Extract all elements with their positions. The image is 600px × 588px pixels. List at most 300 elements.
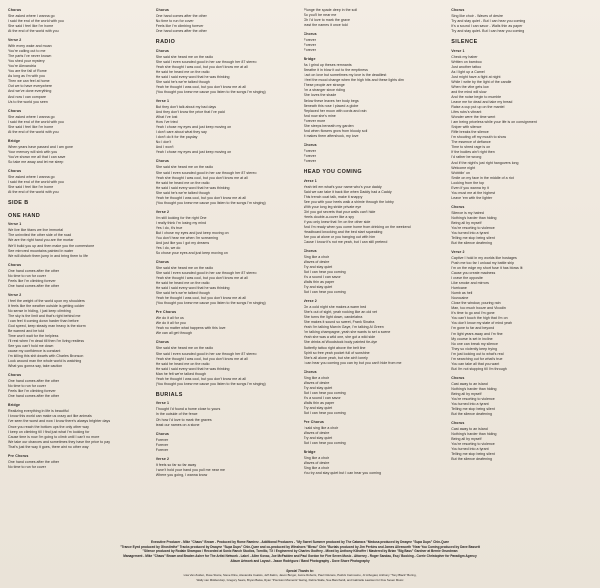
block-line: She said I even sounded good in her car through her 87 stereo [155, 59, 257, 64]
block-header: Chorus [451, 421, 465, 426]
block-line: Heels double-a-cover like a spy [303, 214, 355, 219]
lyrics-column-4 [451, 8, 592, 478]
block-line: We will disturb them jump in and bring them to life [8, 253, 89, 258]
block-line: He said he heard me on the radio [155, 69, 210, 74]
block-line: Yeah tell em what's your name who's your daddy [303, 184, 382, 189]
block-line: I'm just looking out to what's real [451, 351, 504, 356]
block-line: Feels like I'm climbing forever [155, 24, 204, 29]
block-line: But I chose my eyes and just keep moving on [155, 230, 229, 235]
block-line: Silence is my hatred [451, 210, 484, 215]
block-header: Pre Chorus [155, 310, 177, 315]
block-line: You don't hear me when I'm screaming [155, 235, 218, 240]
block-line: cause my confidence is constant [8, 349, 61, 354]
block-line: You can take all that you want [451, 361, 500, 366]
block-line: Sing like choir - Waves of desire [451, 14, 503, 19]
lyric-block [304, 32, 445, 53]
lyric-block [304, 420, 445, 446]
block-line: You shed your mystery [8, 59, 45, 64]
block-line: Yeah he thought I was cool, but you don't know me at all [155, 376, 247, 381]
lyric-block [304, 299, 445, 365]
block-header: Pre Chorus [8, 453, 29, 458]
block-line: It makes them aftershock, my love [303, 133, 359, 138]
lyric-block [8, 222, 149, 258]
block-line: Forever [303, 158, 316, 163]
block-line: Forever [303, 43, 316, 48]
lyric-block [304, 179, 445, 245]
block-line: It's time to go and I'm gone [451, 311, 495, 316]
block-header: Chorus [8, 373, 22, 378]
block-line: She drinks at Woodstock body painted tie-dye [303, 340, 378, 345]
block-line: With every wake and moan [8, 44, 52, 49]
block-line: But I can hear you coming [303, 390, 346, 395]
block-line: I said sing like a choir [303, 425, 339, 430]
block-line: This trench coat talk, make it snappy [303, 194, 363, 199]
block-line: Novocaine [451, 296, 469, 301]
block-line: Raise a cup put up on the mantel [451, 105, 505, 110]
block-line: She said she heard me on the radio [155, 266, 214, 271]
block-line: The sky is the limit and that's right behind me [8, 313, 81, 318]
block-line: Written on bamboo [451, 59, 482, 64]
lyric-block [8, 169, 149, 195]
block-line: It's a sound I can savor - Walls thin as paper [451, 24, 523, 29]
block-line: No time to run for cover [8, 273, 46, 278]
block-line: Cause time is now I'm going to climb until I can't no more [8, 434, 100, 439]
block-line: Yeah he thought I was cool, but you don't know me at all [155, 85, 247, 90]
block-line: (You thought you knew me cause you listen to the songs I'm singing) [155, 90, 266, 95]
credit-line: Executive Producer - Mike "Chaos" Brown - Produced by Rome Ramirez - Additional Producers - "My Sweet Summer produced by The Cataracs "Medusa produced by Dwayne "Supa Dups" Chin-Quee [151, 539, 449, 544]
block-line: I'm shouting off my mouth to show [451, 135, 507, 140]
block-line: Yeah she was a wild one, she got a wild side [303, 335, 376, 340]
block-line: It feels like the weather outside is getting colder [8, 303, 85, 308]
block-line: What you gonna say, take caution [8, 364, 63, 369]
block-line: You're resorting to violence [451, 442, 495, 447]
block-line: I don't do it for the payday [155, 135, 198, 140]
block-line: Cast away to an island [451, 427, 488, 432]
block-line: Being all by myself [451, 391, 482, 396]
block-line: The uninvited the other side of the road [8, 233, 72, 238]
block-line: Forever [303, 38, 316, 43]
block-line: I crave the opposite [451, 276, 483, 281]
block-header: Verse 1 [451, 48, 465, 53]
block-line: I'm on the edge my short fuse it has blows lit [451, 266, 523, 271]
block-line: So take me away and let me sleep [8, 159, 64, 164]
block-line: One hand comes after the other [8, 379, 60, 384]
block-line: She said I feel like I'm home [8, 24, 54, 29]
block-line: I've seen the worst and now I know there's always brighter days [8, 419, 111, 424]
block-line: Thought I'd found a home close to yours [155, 407, 221, 412]
block-line: Waves of desire [303, 461, 330, 466]
block-line: Yes I do, it's true [155, 225, 183, 230]
block-line: Leave me for dead and take my bread [451, 100, 513, 105]
block-line: She asked where I wanna go [8, 14, 55, 19]
block-line: Cast away to an island [451, 381, 488, 386]
lyric-block [8, 373, 149, 399]
block-line: least the names it once told [303, 23, 348, 28]
block-line: Yeah she thought I was cool, but you don't know me at all [155, 356, 248, 361]
block-line: You turned into a tyrant [451, 447, 489, 452]
block-line: I'm a stranger since riding [303, 88, 345, 93]
special-thanks-line: Lisa Van Zuiden, Rose Slonie, Steve Kline, Alexandra Coatsis, Jeff Zakim, Jason Burger, Jamie Roberts, Paul Odurans, Patrick Carmosino, JJ Arbogast, Anthony "Tony Black" Boring, [183, 573, 417, 578]
credits-section [0, 540, 600, 582]
block-line: Try and stay quiet [303, 436, 333, 441]
block-line: I'm still looking for the right One [155, 215, 207, 220]
special-thanks-title: Special Thanks to: [286, 568, 314, 573]
block-line: We can all get through [155, 331, 192, 336]
block-line: Butterfly tattoo right above the belt line [303, 345, 366, 350]
block-line: See mirrored mountains painted in water [8, 248, 74, 253]
block-line: When years have passed and I am gone [8, 144, 73, 149]
block-line: Leave 'em with the lighter [451, 195, 493, 200]
block-line: I said the end of the world with you [8, 179, 64, 184]
lyric-block [8, 263, 149, 289]
lyric-block [156, 99, 297, 155]
block-line: I don't care about what they say [155, 130, 207, 135]
block-line: She turns the light down, candelabra [303, 315, 363, 320]
block-line: I feel the mood change when the high hits and these lights dim [303, 78, 404, 83]
block-line: She sleeps beneath my garden [303, 123, 354, 128]
block-line: Time to shred rage is on [451, 145, 491, 150]
block-header: Chorus [155, 340, 170, 345]
block-line: Headboard knocking and the bed start squeaking [303, 229, 383, 234]
block-line: Cause I know it's not me yeah, but I can still pretend [303, 239, 388, 244]
block-line: And when flowers grow from bloody soil [303, 128, 368, 133]
block-line: Telling me stop being silent [451, 452, 495, 457]
block-line: You must me at the highest [451, 190, 496, 195]
block-line: Your memory will sink with you [8, 149, 58, 154]
block-line: As I light up a Camel [451, 69, 485, 74]
block-line: Try and stay quiet [303, 405, 333, 410]
block-line: It's a sound I can savor [303, 275, 341, 280]
block-line: He said he heard me on the radio [155, 281, 210, 286]
block-line: One hand comes after the other [8, 459, 60, 464]
block-header: Chorus [8, 262, 22, 267]
special-thanks [16, 569, 584, 582]
block-line: You're resorting to violence [451, 225, 495, 230]
block-header: Chorus [451, 375, 465, 380]
lyric-block [8, 403, 149, 449]
lyric-block [451, 49, 592, 201]
special-thanks-line: Wally van Middendorp, Gregory Sears, Bryan Baisa, Ryan "Precision Moments" Ewing, Debra Stalle, Sue Banchardt, and Gabrielle Lawsten for Five Seven Music [196, 577, 404, 582]
block-line: You are the fall of Rome [8, 69, 47, 74]
lyric-block [8, 109, 149, 135]
block-line: One hand comes after the other [155, 14, 207, 19]
block-line: See you with your heels walk a shimie through the lobby [303, 199, 394, 204]
block-line: She said I even sounded good in her car through her 87 stereo [155, 170, 257, 175]
lyric-block [8, 38, 149, 104]
block-line: We live like titans we live immortal [8, 228, 64, 233]
block-header: Chorus [155, 431, 170, 436]
block-line: He said I said every word that he was thinking [155, 286, 230, 291]
block-line: Waves of desire [303, 430, 330, 435]
block-line: I really think I'm losing my mind [155, 220, 207, 225]
block-line: Yeah I chose my eyes and just keep moving on [155, 150, 232, 155]
block-header: Chorus [303, 32, 317, 37]
block-line: Realizing everything in life is beautiful [8, 409, 69, 414]
block-header: Chorus [8, 8, 22, 12]
block-line: And if the night's just right hangovers long [451, 160, 519, 165]
block-line: I'm searching out for what's true [451, 356, 503, 361]
block-line: Nothing's harder than hiding [451, 432, 497, 437]
block-line: I said the end of the world with you [8, 119, 64, 124]
block-line: Sing like a choir [303, 254, 330, 259]
block-line: And just like you I got my dreams [155, 240, 210, 245]
block-line: (You thought you knew me cause you listen to the songs I'm singing) [155, 381, 266, 386]
block-header: Verse 1 [303, 178, 317, 183]
block-line: Welcome night [451, 165, 476, 170]
block-line: Check my haber [451, 54, 478, 59]
block-line: They so violently keep trying [451, 346, 498, 351]
lyric-block [8, 293, 149, 369]
block-line: In the outside of the fence [155, 412, 198, 417]
block-line: No I don't [155, 140, 172, 145]
block-line: But the silence deafening [451, 411, 492, 416]
block-line: You turned into a tyrant [451, 401, 489, 406]
block-line: Walls thin as paper [303, 400, 335, 405]
block-line: But I can hear you coming [303, 410, 346, 415]
block-line: With your long leg stride private eye [303, 204, 362, 209]
block-line: As long as I'm with you [8, 74, 45, 79]
block-line: He said he heard me on the radio [155, 361, 210, 366]
block-line: I'm gone to far and beyond [451, 326, 495, 331]
block-line: Be warned and be told [8, 328, 45, 333]
block-line: Once you reach the bottom ups the only other way [8, 424, 89, 429]
block-line: Hurricane [451, 286, 467, 291]
block-header: Chorus [155, 260, 170, 265]
block-line: Walls thin as paper [303, 280, 335, 285]
block-line: Lifes rubs's vibrant [451, 110, 482, 115]
block-line: See you can't hold me down [8, 344, 54, 349]
block-line: Yeah no matter what happens with this love [155, 326, 226, 331]
block-header: Chorus [303, 369, 317, 374]
block-line: Nothing's harder than hiding [451, 215, 497, 220]
block-line: Nothing's harder than hiding [451, 386, 497, 391]
block-line: And now she's mine [303, 113, 336, 118]
block-line: Even if you wanna try it [451, 185, 489, 190]
block-line: Just might have a fight at night [451, 74, 501, 79]
lyric-block [304, 249, 445, 295]
block-line: Cause you create madness [451, 271, 496, 276]
lyric-block [451, 421, 592, 462]
block-line: Forever [155, 447, 169, 452]
block-line: I said the end of the world with you [8, 19, 64, 24]
block-header: Chorus [303, 248, 317, 253]
block-header: Verse 2 [8, 292, 22, 297]
block-line: Just another tattoo [451, 64, 482, 69]
lyrics-column-1 [8, 8, 149, 478]
block-header: Bridge [8, 403, 21, 408]
block-line: At the end of the world with you [8, 29, 59, 34]
block-header: Chorus [451, 204, 465, 209]
block-line: Sniper with silence [451, 125, 482, 130]
block-line: You don't know my state of mind yeah [451, 321, 513, 326]
block-line: And I'm ready when you come home from drinking on the weekend [303, 224, 411, 229]
lyric-block [451, 8, 592, 34]
block-line: So you'll be near me [303, 13, 337, 18]
block-line: No sense in hiding, I just keep climbing [8, 308, 71, 313]
lyric-block [156, 401, 297, 427]
block-line: Wobblin' on [451, 170, 470, 175]
block-line: She said he's we're talked though [155, 190, 210, 195]
block-line: We do it all for us [155, 316, 184, 321]
block-line: You're calling out to me [8, 49, 46, 54]
block-line: She's out of sight, yeah rocking like an old vet [303, 310, 378, 315]
block-line: (You thought you knew me cause you listen to the songs I'm singing) [155, 301, 266, 306]
lyric-block [156, 457, 297, 478]
side-b-header: SIDE B [8, 200, 29, 207]
block-line: Close the window, pouring rain [451, 301, 501, 306]
block-line: Forever [303, 148, 316, 153]
block-line: These people are strange [303, 83, 345, 88]
block-line: And I won't [155, 145, 174, 150]
block-line: Smile on my face in the middle of a riot [451, 175, 514, 180]
block-line: Waves of desire [303, 380, 330, 385]
block-header: Chorus [303, 142, 317, 147]
block-line: Sing like a choir [303, 456, 330, 461]
block-line: You're Alexandria [8, 64, 36, 69]
block-header: Chorus [155, 159, 170, 164]
block-line: I act on love but sometimes my love is the deadliest [303, 73, 387, 78]
song-title-head-you-coming: HEAD YOU COMING [303, 168, 362, 175]
block-line: Out we to have everywhere [8, 84, 53, 89]
lyric-block [304, 143, 445, 164]
block-line: We'll build you up and then make you the cornerstone [8, 243, 95, 248]
block-header: Verse 2 [155, 456, 170, 461]
block-line: The parts I've never known [8, 54, 52, 59]
block-line: If you only knew that I'm on the other side [303, 219, 371, 224]
block-header: Verse 1 [8, 222, 22, 227]
lyric-block [8, 454, 149, 470]
lyric-block [156, 210, 297, 256]
block-line: But I can hear you coming [303, 441, 346, 446]
block-line: She said she heard me on the radio [155, 54, 214, 59]
block-line: Yeah she thought I was cool, but you don't know me at all [155, 276, 248, 281]
credit-line: "Silence produced by Rodain Shampoo / Recorded at Sonic Ranch Studios, Tornillo, TX / Engineered by Charles Godfrey - Mixed by Anthony Kilhoffer / Mastered by Brian "Big Bass" Gardner at Bernie Grundman [142, 549, 458, 554]
block-line: Breathe it in blow it out to the emptiness [303, 68, 368, 73]
block-header: Verse 1 [155, 99, 170, 104]
block-line: And now I can compare [8, 94, 47, 99]
credit-line: Album Artwork and Layout - Jason Rodriguez / Band Photography - Dove Shore Photography [230, 558, 370, 563]
block-line: I keep on climbing till I find just what I'm looking for [8, 429, 90, 434]
block-line: One hand comes after the other [8, 283, 60, 288]
block-line: Time won't wait for the helpless [8, 334, 59, 338]
lyrics-column-3 [304, 8, 445, 478]
block-line: Waves of desire [303, 260, 330, 265]
block-line: Yeah I chose my eyes and just keep moving on [155, 125, 232, 130]
block-line: Oh I'd love to mark the grave [303, 18, 350, 23]
block-line: (You thought you knew me cause you listen to the songs I'm singing) [155, 200, 266, 205]
block-line: Plunge the spade deep in the soil [303, 8, 358, 12]
block-line: She said she heard me on the radio [155, 165, 214, 170]
block-line: Sing like a choir [303, 375, 330, 380]
block-line: While I write by the light of the candle [451, 80, 512, 85]
block-line: and the mind will slow [451, 90, 487, 95]
block-line: Spirit so free yeah pocket full of sunshine [303, 350, 370, 355]
block-line: So chose your eyes and just keep moving on [155, 250, 228, 255]
block-line: I can feel it coming down harder than before [8, 318, 79, 323]
block-line: Forever more [303, 118, 326, 123]
block-line: But the silence deafening [451, 457, 492, 462]
block-line: Man he felt we're talked though [155, 371, 207, 376]
lyric-block [156, 159, 297, 205]
block-line: She said I feel like I'm home [8, 184, 54, 189]
block-line: Then we can feel at home [8, 79, 50, 84]
block-header: Verse 2 [303, 299, 317, 304]
block-line: She said I even sounded good in her car through her 87 stereo [155, 351, 257, 356]
block-line: Wonder were the time went [451, 115, 496, 120]
block-line: But I can hear you coming [303, 270, 346, 275]
block-header: Chorus [155, 8, 170, 12]
block-line: Being all by myself [451, 437, 482, 442]
block-line: She said I feel like I'm home [8, 124, 54, 129]
block-line: Said we can take it back like when Daddy had a Caddy [303, 189, 392, 194]
block-line: Yeah she thought I was cool, but you don't know me at all [155, 175, 248, 180]
lyric-block [156, 260, 297, 306]
block-line: I'm talking champagne, yeah she wants to set a scene [303, 330, 391, 335]
block-line: She's all alone yeah, but she ain't lonely [303, 355, 368, 360]
block-line: When the vibe gets low [451, 85, 489, 90]
block-header: Bridge [8, 138, 21, 143]
block-line: My course is set in incline [451, 336, 493, 341]
block-line: Forever [303, 153, 316, 158]
block-line: One hand comes after the other [8, 394, 60, 399]
block-line: He said I said every word that he was thinking [155, 74, 230, 79]
block-line: Try and stay quiet [303, 385, 333, 390]
block-line: She said he's we're talked though [155, 291, 210, 296]
lyric-block [156, 49, 297, 95]
block-header: Chorus [8, 168, 22, 173]
block-line: Replaced her moon with cords and rain [303, 108, 367, 113]
block-header: Pre Chorus [303, 419, 325, 424]
block-line: Below these leaves her body begs [303, 98, 359, 103]
block-line: You're resorting to violence [451, 396, 495, 401]
song-title-silence: SILENCE [451, 39, 478, 46]
block-line: Man, too much booze and Vicodin [451, 306, 506, 311]
block-line: One hand comes after the other [155, 29, 207, 34]
block-line: And we've done everything [8, 89, 52, 94]
block-line: I feel the weight of the world upon my shoulders [8, 298, 85, 303]
lyric-block [156, 340, 297, 386]
block-line: Us to the world you seen [8, 99, 48, 104]
block-line: Try and stay quiet [303, 265, 333, 270]
block-line: I'm killing this shit dwarfs with Charles Bronson [8, 354, 84, 359]
block-line: But I can hear you coming [303, 290, 346, 295]
block-line: But the silence deafening [451, 240, 492, 245]
block-header: Bridge [303, 450, 316, 455]
block-line: I'm light years away and I'm fine [451, 331, 503, 336]
block-line: Try and stay quiet - But I can hear you coming [451, 19, 526, 24]
block-line: She said she heard me on the radio [155, 346, 214, 351]
block-line: At the end of the world with you [8, 129, 59, 134]
block-line: God speed, keep steady man heavy is the storm [8, 323, 86, 328]
block-line: I am being priceless while your life is on consignment [451, 120, 537, 125]
block-header: Chorus [451, 8, 465, 12]
lyric-block [451, 376, 592, 417]
block-line: He said I said every word that he was thinking [155, 366, 230, 371]
block-line: We are the right hand you are the mortar [8, 238, 74, 243]
block-line: I'd rather be wrong [451, 155, 482, 160]
block-line: You turned into a tyrant [451, 230, 489, 235]
block-line: No time to run for cover [8, 384, 46, 389]
block-line: I'll rest when I'm dead till then I'm living restless [8, 339, 85, 344]
block-line: Yeah he thought I was cool, but you don't know me at all [155, 195, 247, 200]
block-line: Forever [155, 442, 169, 447]
block-line: Sing like a choir [303, 466, 330, 471]
block-line: At the end of the world with you [8, 190, 59, 194]
block-line: You try and stay quiet but I can hear you coming [303, 471, 381, 476]
block-line: And they don't know the price that I've paid [155, 110, 225, 115]
lyric-block [451, 250, 592, 372]
block-line: Feels like I'm climbing forever [8, 278, 56, 283]
